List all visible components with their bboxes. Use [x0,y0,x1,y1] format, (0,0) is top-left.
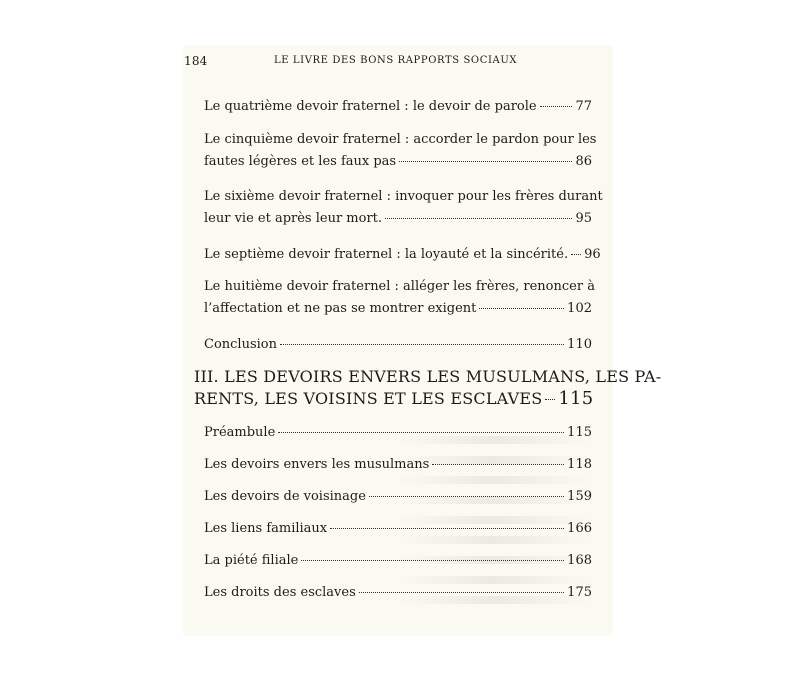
dot-leader [359,592,564,593]
toc-entry-text: Le sixième devoir fraternel : invoquer pour les frères durant [204,189,603,204]
toc-page-number: 95 [575,211,592,226]
toc-entry [204,276,595,320]
toc-page-number: 115 [567,425,592,440]
toc-entry-text: Les devoirs de voisinage [204,489,366,504]
toc-entry-line [204,96,592,118]
section-heading-text: III. LES DEVOIRS ENVERS LES MUSULMANS, LES PA- [194,367,662,386]
toc-entry-text: Conclusion [204,337,277,352]
toc-entry [204,186,603,230]
toc-entry [204,129,597,173]
dot-leader [399,161,572,162]
toc-page-number: 159 [567,489,592,504]
toc-entry-text: fautes légères et les faux pas [204,154,397,169]
toc-entry [204,582,592,604]
dot-leader [330,528,564,529]
toc-entry-line [204,244,601,266]
toc-entry [204,334,592,356]
dot-leader [479,308,564,309]
toc-entry-line [204,298,592,320]
toc-entry-text: leur vie et après leur mort. [204,211,383,226]
toc-entry-line [204,454,592,476]
book-page [184,46,662,635]
toc-entry-text: l’affectation et ne pas se montrer exigent [204,301,477,316]
toc-page-number: 86 [575,154,592,169]
toc-entry-text: Préambule [204,425,276,440]
toc-entry [204,550,592,572]
toc-entry-line [204,334,592,356]
toc-entry-text: Les liens familiaux [204,521,328,536]
toc-entry-line [204,486,592,508]
section-heading [194,366,662,410]
running-title: LE LIVRE DES BONS RAPPORTS SOCIAUX [274,55,518,66]
section-heading-line [194,388,592,410]
toc-entry-line [204,550,592,572]
toc-page-number: 175 [567,585,592,600]
toc-page-number: 96 [584,247,601,262]
section-heading-line [194,366,662,388]
toc-entry [204,486,592,508]
toc-entry [204,518,592,540]
dot-leader [278,432,564,433]
section-heading-text: RENTS, LES VOISINS ET LES ESCLAVES [194,389,543,408]
toc-page-number: 110 [567,337,592,352]
toc-entry [204,244,601,266]
toc-page-number: 118 [567,457,592,472]
toc-entry-line [204,186,603,208]
toc-entry-text: Le huitième devoir fraternel : alléger les frères, renoncer à [204,279,595,294]
dot-leader [540,106,573,107]
toc-entry-text: Les devoirs envers les musulmans [204,457,430,472]
toc-entry-line [204,276,595,298]
toc-entry-text: La piété filiale [204,553,299,568]
toc-entry-line [204,582,592,604]
dot-leader [571,254,581,255]
toc-entry-text: Le septième devoir fraternel : la loyauté et la sincérité. [204,247,569,262]
dot-leader [432,464,564,465]
toc-entry-text: Le cinquième devoir fraternel : accorder le pardon pour les [204,132,597,147]
toc-entry-line [204,129,597,151]
toc-page-number: 102 [567,301,592,316]
toc-page-number: 166 [567,521,592,536]
dot-leader [385,218,572,219]
toc-entry-line [204,518,592,540]
toc-entry [204,422,592,444]
toc-entry-text: Les droits des esclaves [204,585,356,600]
toc-page-number: 77 [575,99,592,114]
dot-leader [301,560,564,561]
toc-entry-text: Le quatrième devoir fraternel : le devoir de parole [204,99,537,114]
toc-page-number: 168 [567,553,592,568]
toc-entry-line [204,151,592,173]
toc-entry [204,454,592,476]
dot-leader [545,399,555,400]
page-header [184,54,612,70]
page-number: 184 [184,54,208,68]
toc-entry-line [204,422,592,444]
toc-entry-line [204,208,592,230]
dot-leader [280,344,564,345]
section-page-number: 115 [558,388,594,409]
toc-entry [204,96,592,118]
dot-leader [369,496,564,497]
